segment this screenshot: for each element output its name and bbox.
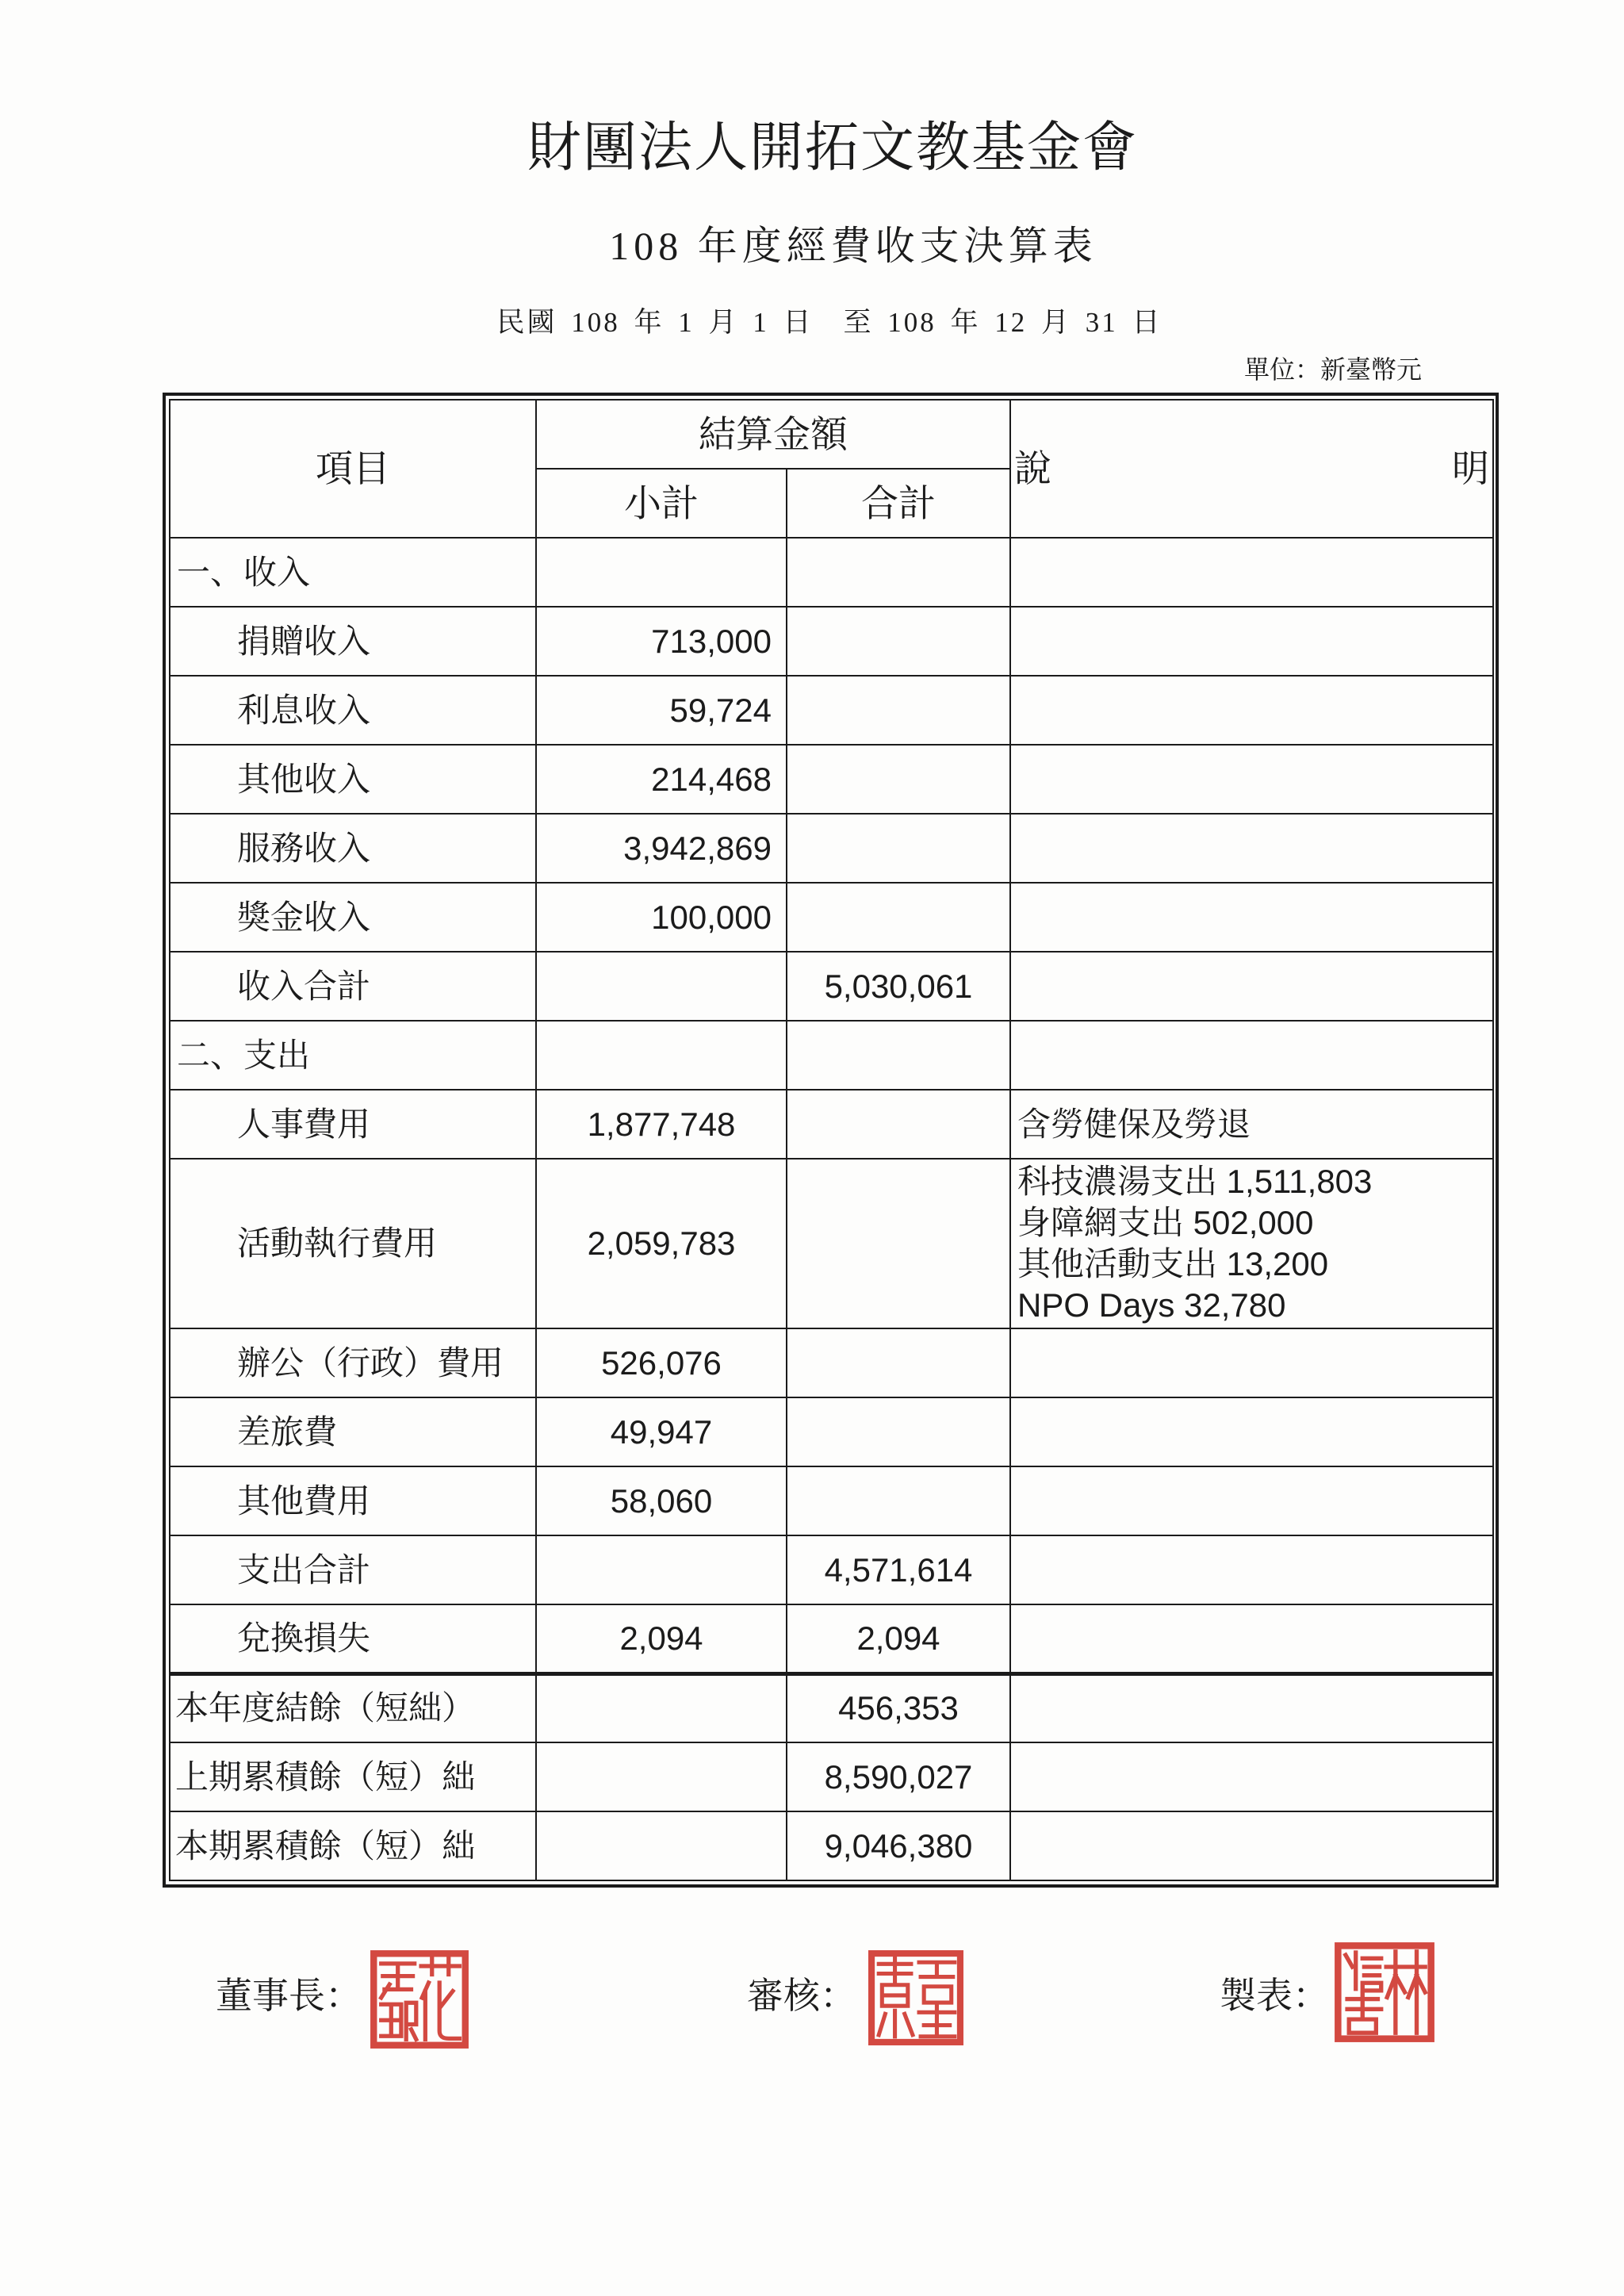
statement-title: 108 年度經費收支決算表: [609, 224, 1097, 268]
row-label: 其他收入: [170, 745, 536, 814]
row-label: 利息收入: [170, 676, 536, 745]
section-label: 二、支出: [170, 1021, 536, 1090]
note-cell: 含勞健保及勞退: [1010, 1090, 1493, 1159]
expense-total-row: [170, 1535, 1493, 1604]
row-label: 支出合計: [170, 1535, 536, 1604]
subtotal-cell: [536, 1742, 787, 1811]
row-label: 服務收入: [170, 814, 536, 883]
row-label: 收入合計: [170, 952, 536, 1021]
note-cell: [1010, 607, 1493, 676]
total-cell: 9,046,380: [787, 1811, 1010, 1880]
total-cell: [787, 1159, 1010, 1328]
note-line: 身障網支出 502,000: [1017, 1204, 1314, 1241]
subtotal-cell: [536, 1673, 787, 1742]
preparer-label: 製表：: [1220, 1975, 1329, 2016]
total-cell: [787, 1328, 1010, 1397]
total-cell: [787, 745, 1010, 814]
table-row: [170, 1090, 1493, 1159]
note-cell: [1010, 1328, 1493, 1397]
subtotal-cell: 49,947: [536, 1397, 787, 1466]
subtotal-cell: 3,942,869: [536, 814, 787, 883]
row-label: 辦公（行政）費用: [170, 1328, 536, 1397]
section-row-expense: [170, 1021, 1493, 1090]
subtotal-cell: 58,060: [536, 1466, 787, 1535]
description-header-text: [1011, 449, 1492, 489]
table-row: [170, 1604, 1493, 1673]
note-cell: [1010, 883, 1493, 952]
row-label: 人事費用: [170, 1090, 536, 1159]
section-label: 一、收入: [170, 538, 536, 607]
row-label: 活動執行費用: [170, 1159, 536, 1328]
total-cell: 2,094: [787, 1604, 1010, 1673]
note-cell: [1010, 538, 1493, 607]
total-header: 合計: [787, 469, 1010, 538]
total-cell: 8,590,027: [787, 1742, 1010, 1811]
note-cell: [1010, 1159, 1493, 1328]
total-cell: [787, 1397, 1010, 1466]
chairman-label: 董事長：: [216, 1975, 362, 2016]
row-label: 本期累積餘（短）絀: [170, 1811, 536, 1880]
table-row: [170, 1397, 1493, 1466]
note-cell: [1010, 952, 1493, 1021]
note-line: 其他活動支出 13,200: [1017, 1245, 1329, 1282]
currency-unit: 單位：新臺幣元: [1243, 355, 1422, 384]
total-cell: 5,030,061: [787, 952, 1010, 1021]
total-cell: [787, 814, 1010, 883]
table-row: [170, 1328, 1493, 1397]
chairman-seal: [370, 1949, 469, 2049]
subtotal-cell: [536, 1535, 787, 1604]
amount-header: 結算金額: [536, 400, 1010, 469]
table-row: [170, 1466, 1493, 1535]
subtotal-header: 小計: [536, 469, 787, 538]
note-line: 科技濃湯支出 1,511,803: [1017, 1163, 1373, 1200]
statement-table-frame: [163, 393, 1499, 1888]
subtotal-cell: 1,877,748: [536, 1090, 787, 1159]
table-row: [170, 1159, 1493, 1328]
subtotal-cell: [536, 952, 787, 1021]
table-row: [170, 745, 1493, 814]
period-range: 民國 108 年 1 月 1 日 至 108 年 12 月 31 日: [496, 307, 1162, 338]
note-cell: [1010, 814, 1493, 883]
row-label: 差旅費: [170, 1397, 536, 1466]
row-label: 上期累積餘（短）絀: [170, 1742, 536, 1811]
table-row: [170, 607, 1493, 676]
total-cell: 4,571,614: [787, 1535, 1010, 1604]
row-label: 捐贈收入: [170, 607, 536, 676]
total-cell: [787, 883, 1010, 952]
total-cell: [787, 676, 1010, 745]
description-header-char: 說: [1014, 447, 1051, 489]
auditor-label: 審核：: [747, 1975, 856, 2016]
row-label: 兌換損失: [170, 1604, 536, 1673]
total-cell: [787, 1021, 1010, 1090]
note-cell: [1010, 1535, 1493, 1604]
balance-row: [170, 1742, 1493, 1811]
total-cell: [787, 1090, 1010, 1159]
total-cell: [787, 538, 1010, 607]
subtotal-cell: 100,000: [536, 883, 787, 952]
subtotal-cell: [536, 1021, 787, 1090]
subtotal-cell: [536, 538, 787, 607]
note-cell: [1010, 676, 1493, 745]
row-label: 獎金收入: [170, 883, 536, 952]
subtotal-cell: 214,468: [536, 745, 787, 814]
note-cell: [1010, 1021, 1493, 1090]
preparer-seal: [1334, 1941, 1435, 2043]
organization-title: 財團法人開拓文教基金會: [527, 117, 1138, 178]
note-cell: [1010, 1397, 1493, 1466]
subtotal-cell: 2,094: [536, 1604, 787, 1673]
auditor-seal: [868, 1949, 964, 2046]
section-row-income: [170, 538, 1493, 607]
note-cell: [1010, 1742, 1493, 1811]
table-row: [170, 814, 1493, 883]
subtotal-cell: [536, 1811, 787, 1880]
total-cell: [787, 607, 1010, 676]
balance-row: [170, 1811, 1493, 1880]
subtotal-cell: 713,000: [536, 607, 787, 676]
note-cell: [1010, 1811, 1493, 1880]
row-label: 本年度結餘（短絀）: [170, 1673, 536, 1742]
description-header: [1010, 400, 1493, 538]
total-cell: [787, 1466, 1010, 1535]
statement-table: [169, 399, 1494, 1881]
subtotal-cell: 59,724: [536, 676, 787, 745]
income-total-row: [170, 952, 1493, 1021]
subtotal-cell: 2,059,783: [536, 1159, 787, 1328]
description-header-char: 明: [1452, 447, 1489, 489]
row-label: 其他費用: [170, 1466, 536, 1535]
note-cell: [1010, 745, 1493, 814]
note-cell: [1010, 1604, 1493, 1673]
note-line: NPO Days 32,780: [1017, 1286, 1286, 1324]
balance-row: [170, 1673, 1493, 1742]
subtotal-cell: 526,076: [536, 1328, 787, 1397]
note-cell: [1010, 1673, 1493, 1742]
item-header: 項目: [170, 400, 536, 538]
table-row: [170, 883, 1493, 952]
table-row: [170, 676, 1493, 745]
note-cell: [1010, 1466, 1493, 1535]
header-row: [170, 400, 1493, 469]
total-cell: 456,353: [787, 1673, 1010, 1742]
